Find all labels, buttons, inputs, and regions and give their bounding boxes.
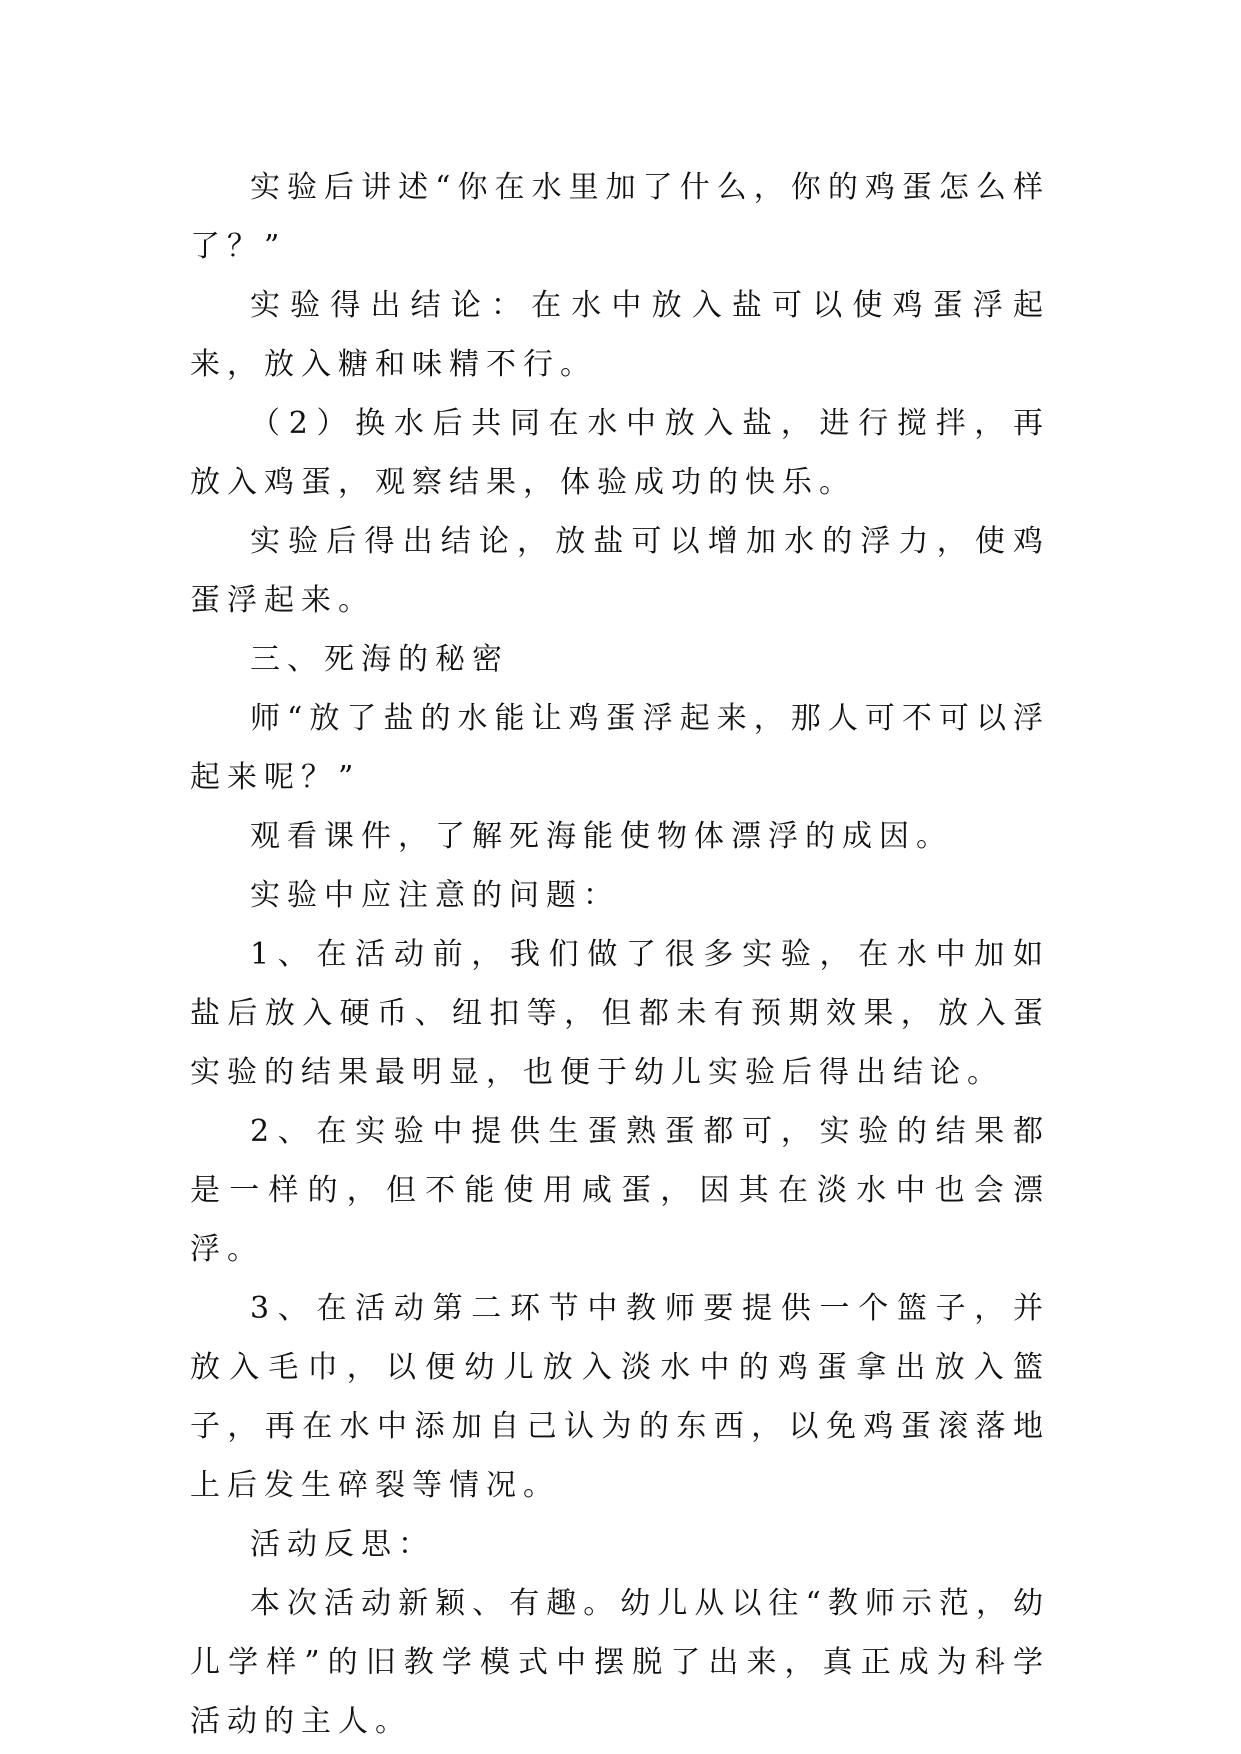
document-body bbox=[190, 158, 1050, 1751]
paragraph-note-3: 3、在活动第二环节中教师要提供一个篮子，并放入毛巾，以便幼儿放入淡水中的鸡蛋拿出放入篮子，再在水中添加自己认为的东西，以免鸡蛋滚落地上后发生碎裂等情况。 bbox=[190, 1291, 1050, 1503]
paragraph-teacher-question: 师“放了盐的水能让鸡蛋浮起来，那人可不可以浮起来呢？” bbox=[190, 701, 1050, 795]
paragraph-note-2: 2、在实验中提供生蛋熟蛋都可，实验的结果都是一样的，但不能使用咸蛋，因其在淡水中也会漂浮。 bbox=[190, 1114, 1050, 1267]
paragraph-conclusion-salt: 实验得出结论：在水中放入盐可以使鸡蛋浮起来，放入糖和味精不行。 bbox=[190, 288, 1050, 382]
paragraph-reflection: 本次活动新颖、有趣。幼儿从以往“教师示范，幼儿学样”的旧教学模式中摆脱了出来，真正成为科学活动的主人。 bbox=[190, 1586, 1050, 1739]
paragraph-experiment-talk: 实验后讲述“你在水里加了什么，你的鸡蛋怎么样了？” bbox=[190, 170, 1050, 264]
heading-reflection: 活动反思： bbox=[250, 1527, 435, 1562]
paragraph-step-2: （2）换水后共同在水中放入盐，进行搅拌，再放入鸡蛋，观察结果，体验成功的快乐。 bbox=[190, 406, 1050, 500]
paragraph-conclusion-buoyancy: 实验后得出结论，放盐可以增加水的浮力，使鸡蛋浮起来。 bbox=[190, 524, 1050, 618]
section-heading-dead-sea: 三、死海的秘密 bbox=[250, 642, 509, 677]
paragraph-watch-courseware: 观看课件，了解死海能使物体漂浮的成因。 bbox=[250, 819, 953, 854]
paragraph-note-1: 1、在活动前，我们做了很多实验，在水中加如盐后放入硬币、纽扣等，但都未有预期效果，放入蛋实验的结果最明显，也便于幼儿实验后得出结论。 bbox=[190, 937, 1050, 1090]
heading-attention-issues: 实验中应注意的问题： bbox=[250, 878, 620, 913]
